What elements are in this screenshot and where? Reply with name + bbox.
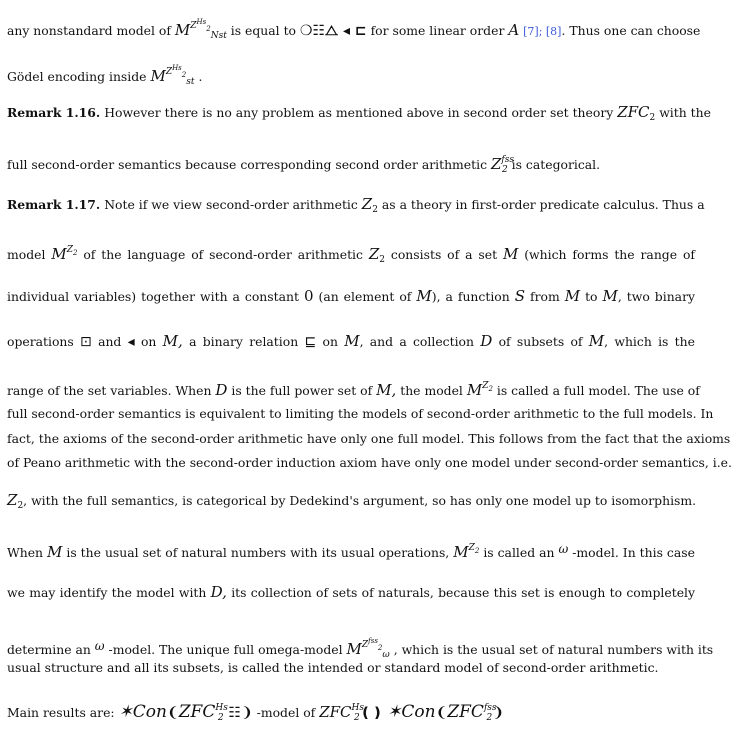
text-fragment: . Thus one can choose xyxy=(561,23,701,38)
text-fragment: the model xyxy=(400,383,467,398)
text-fragment: on xyxy=(140,334,163,349)
math-zero: 0 xyxy=(303,287,314,305)
text-fragment: , and a collection xyxy=(359,334,481,349)
text-fragment: Gödel encoding inside xyxy=(7,69,151,84)
citation-link[interactable]: [7]; [8] xyxy=(523,25,562,38)
text-fragment: (which forms the range of xyxy=(524,247,695,262)
text-fragment: Main results are: xyxy=(7,705,119,720)
wingdings-glyphs: ❍☷⧍ ◂ ⊏ xyxy=(299,23,367,39)
text-line-11: fact, the axioms of the second-order arithmetic have only one full model. This follows from the fact that the axioms xyxy=(7,431,731,446)
math-M-Nst: $M^{Z^{Hs}_2}_{Nst}$ xyxy=(174,18,227,41)
text-fragment: consists of a set xyxy=(390,247,503,262)
text-line-9 xyxy=(7,378,700,399)
text-line-5 xyxy=(7,195,705,218)
math-M-Z2: $M^{Z_2}$ xyxy=(466,381,493,399)
text-fragment: of the language of second-order arithmetic xyxy=(83,247,369,262)
math-M: M xyxy=(416,287,432,305)
text-fragment: is the full power set of xyxy=(231,383,377,398)
text-fragment: When xyxy=(7,545,48,560)
text-fragment: and xyxy=(98,334,128,349)
text-line-4 xyxy=(7,152,695,178)
text-line-13: $Z_2$, with the full semantics, is categorical by Dedekind's argument, so has only one model up to isomorphism. xyxy=(7,491,697,511)
math-ZFC2: $ZFC_2$ xyxy=(617,103,656,123)
text-line-12: of Peano arithmetic with the second-order induction axiom have only one model under second-order semantics, i.e. xyxy=(7,455,732,470)
text-line-6 xyxy=(7,242,695,268)
text-fragment: . xyxy=(198,69,203,84)
operation-glyph: ⊡ xyxy=(80,334,92,350)
text-fragment: with the full semantics, is categorical by Dedekind's argument, so has only one model up to isomorphism. xyxy=(31,493,697,508)
math-M-st: $M^{Z^{Hs}_2}_{st}$ xyxy=(150,64,195,87)
text-line-3 xyxy=(7,103,711,126)
remark-label: Remark 1.17. xyxy=(7,197,101,212)
text-fragment: its collection of sets of naturals, because this set is enough to completely xyxy=(231,585,695,600)
math-M: M xyxy=(502,245,519,263)
text-fragment: -model. In this case xyxy=(572,545,695,560)
text-fragment: (an element of xyxy=(318,289,417,304)
remark-label: Remark 1.16. xyxy=(7,105,101,120)
text-fragment: -model of xyxy=(256,705,320,720)
text-fragment: , which is the usual set of natural numbers with its xyxy=(393,642,714,657)
text-fragment: is the usual set of natural numbers with its usual operations, xyxy=(66,545,454,560)
text-fragment: , which is the xyxy=(604,334,695,349)
math-Z2: $Z_2$ xyxy=(368,245,386,265)
text-line-16 xyxy=(7,633,714,663)
math-M: M xyxy=(344,332,360,350)
math-M: M xyxy=(564,287,581,305)
math-D: D xyxy=(215,381,228,399)
text-fragment: range of the set variables. When xyxy=(7,383,216,398)
text-fragment: a binary relation xyxy=(189,334,305,349)
math-M: M, xyxy=(376,381,397,399)
text-fragment: we may identify the model with xyxy=(7,585,211,600)
text-fragment: with the xyxy=(659,105,711,120)
formula-con-zfc-fss: $✶Con❨ZFC^{fss}_2❩$ xyxy=(387,702,504,723)
math-M-Z2: $M^{Z_2}$ xyxy=(453,543,480,561)
text-line-17: usual structure and all its subsets, is called the intended or standard model of second-order arithmetic. xyxy=(7,660,659,675)
math-M: M, xyxy=(162,332,183,350)
math-M-omega-fss: $M^{Z^{fss}_2}_\omega$ xyxy=(346,637,390,660)
text-fragment: operations xyxy=(7,334,81,349)
text-fragment: for some linear order xyxy=(370,23,509,38)
text-fragment: full second-order semantics because corresponding second order arithmetic xyxy=(7,157,491,172)
text-fragment: as a theory in first-order predicate calculus. Thus a xyxy=(381,197,705,212)
text-line-8 xyxy=(7,333,695,350)
text-fragment: is called a full model. The use of xyxy=(496,383,700,398)
math-Z2: $Z_2$ xyxy=(361,195,378,215)
text-line-2 xyxy=(7,60,695,90)
math-D: D xyxy=(480,332,493,350)
text-fragment: ), a function xyxy=(431,289,515,304)
text-fragment: determine an xyxy=(7,642,95,657)
text-fragment: individual variables) together with a constant xyxy=(7,289,304,304)
text-line-7 xyxy=(7,288,695,305)
text-fragment: model xyxy=(7,247,52,262)
text-fragment: Note if we view second-order arithmetic xyxy=(100,197,362,212)
main-results-line xyxy=(7,700,695,726)
formula-zfc-hs: $ZFC^{Hs}_2❪❫$ xyxy=(319,703,384,723)
formula-con-zfc-hs: $✶Con❨ZFC^{Hs}_2$ ☷❩ xyxy=(118,702,253,723)
math-omega: ω xyxy=(94,639,105,653)
math-M: M xyxy=(588,332,605,350)
math-M-Z2: $M^{Z_2}$ xyxy=(51,245,78,263)
math-S: S xyxy=(514,287,525,305)
text-fragment: of subsets of xyxy=(498,334,589,349)
text-fragment: , two binary xyxy=(617,289,695,304)
text-fragment: is equal to xyxy=(230,23,300,38)
math-Z2: $Z_2$ xyxy=(7,491,24,511)
math-M: M xyxy=(602,287,618,305)
math-M: M xyxy=(47,543,63,561)
text-line-14 xyxy=(7,540,695,561)
text-fragment: is called an xyxy=(483,545,559,560)
text-fragment: on xyxy=(322,334,345,349)
text-fragment: to xyxy=(585,289,603,304)
text-fragment: from xyxy=(530,289,565,304)
math-A: A xyxy=(508,21,520,39)
text-fragment: any nonstandard model of xyxy=(7,23,175,38)
math-D: D, xyxy=(210,583,227,601)
math-Z2-fss: $Z^{fss}_2$ xyxy=(490,155,514,175)
text-fragment: However there is no any problem as mentioned above in second order set theory xyxy=(100,105,618,120)
text-line-10: full second-order semantics is equivalent to limiting the models of second-order arithmetic to the full models. In xyxy=(7,406,714,421)
text-line-1 xyxy=(7,14,701,44)
text-fragment: -model. The unique full omega-model xyxy=(108,642,347,657)
operation-glyph: ◂ xyxy=(127,334,135,350)
text-fragment: is categorical. xyxy=(511,157,601,172)
relation-glyph: ⊑ xyxy=(304,334,317,350)
text-line-15 xyxy=(7,584,695,601)
math-omega: ω xyxy=(558,542,569,556)
